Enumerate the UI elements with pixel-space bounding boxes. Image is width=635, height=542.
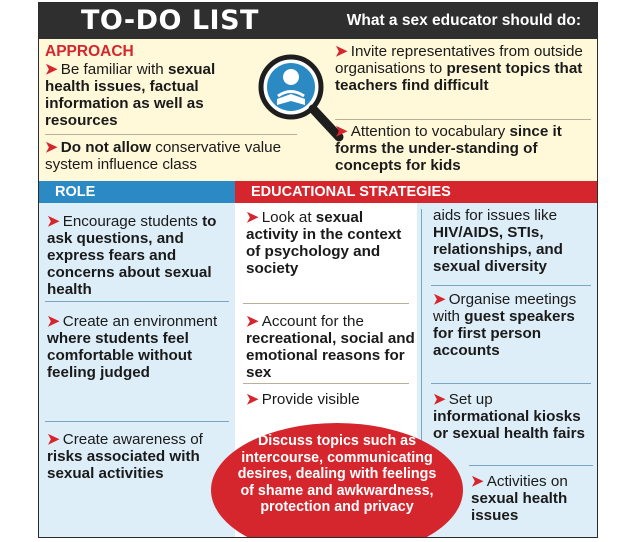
- strategy-item-bold: HIV/AIDS, STIs, relationships, and sexual diversity: [433, 224, 563, 275]
- divider: [243, 383, 409, 384]
- divider: [335, 119, 591, 120]
- approach-item-bold: Do not allow: [60, 139, 152, 156]
- role-item-normal: Create awareness of: [62, 431, 203, 448]
- arrow-icon: ➤: [246, 391, 259, 408]
- arrow-icon: ➤: [246, 209, 259, 226]
- magnifier-person-reading-icon: [247, 47, 347, 143]
- arrow-icon: ➤: [45, 139, 58, 156]
- approach-item: [45, 61, 260, 129]
- column-divider: [421, 209, 422, 459]
- approach-item: [335, 123, 597, 174]
- strategy-item: [433, 207, 593, 275]
- approach-section: [39, 39, 597, 181]
- strategy-item-normal: aids for issues like: [433, 207, 558, 224]
- strategy-item: [433, 291, 593, 359]
- approach-item-normal: conservative value system influence class: [45, 139, 282, 173]
- arrow-icon: ➤: [433, 291, 446, 308]
- arrow-icon: ➤: [47, 431, 60, 448]
- arrow-icon: ➤: [45, 61, 58, 78]
- approach-item-normal: Attention to vocabulary: [350, 123, 506, 140]
- approach-heading: APPROACH: [45, 43, 134, 60]
- strategy-item: [471, 473, 595, 524]
- approach-item: [45, 139, 305, 173]
- strategy-item-bold: recreational, social and emotional reasons for sex: [246, 330, 415, 381]
- strategy-item-normal: Look at: [261, 209, 312, 226]
- strategy-item: [246, 391, 416, 408]
- strategy-item: [246, 313, 416, 381]
- divider: [243, 303, 409, 304]
- todo-list-infographic: [38, 2, 598, 538]
- strategy-item-bold: guest speakers for first person accounts: [433, 308, 575, 359]
- role-strategies-body: [39, 203, 597, 538]
- divider: [431, 285, 591, 286]
- approach-item-bold: present topics that teachers find difficult: [335, 60, 583, 94]
- page-title: TO-DO LIST: [67, 3, 273, 39]
- strategy-item: [433, 391, 593, 442]
- strategy-item-normal: Activities on: [486, 473, 568, 490]
- title-bar: [39, 3, 597, 39]
- divider: [431, 383, 591, 384]
- arrow-icon: ➤: [335, 43, 348, 60]
- approach-item: [335, 43, 597, 94]
- strategy-item-normal: Organise meetings with: [433, 291, 577, 325]
- approach-item-normal: Be familiar with: [60, 61, 164, 78]
- approach-item-bold: since it forms the under-standing of concepts for kids: [335, 123, 562, 174]
- arrow-icon: ➤: [335, 123, 348, 140]
- discuss-topics-text: Discuss topics such as intercourse, communicating desires, dealing with feelings of shame and awkwardness, protection and privacy: [237, 433, 437, 515]
- divider: [469, 465, 593, 466]
- strategy-item-bold: informational kiosks or sexual health fairs: [433, 408, 585, 442]
- role-item-normal: Create an environment: [62, 313, 218, 330]
- approach-item-bold: sexual health issues, factual information as well as resources: [45, 61, 216, 129]
- role-item: [47, 313, 233, 381]
- strategy-item-normal: Account for the: [261, 313, 364, 330]
- role-item-bold: where students feel comfortable without feeling judged: [47, 330, 193, 381]
- strategies-heading: EDUCATIONAL STRATEGIES: [235, 181, 597, 203]
- arrow-icon: ➤: [47, 213, 60, 230]
- divider: [45, 421, 229, 422]
- strategy-item-normal: Set up: [448, 391, 493, 408]
- role-item-bold: to ask questions, and express fears and concerns about sexual health: [47, 213, 217, 298]
- approach-item-normal: Invite representatives from outside organisations to: [335, 43, 583, 77]
- strategy-item-bold: sexual activity in the context of psychology and society: [246, 209, 402, 277]
- strategy-item: [246, 209, 416, 277]
- strategy-item-bold: sexual health issues: [471, 490, 568, 524]
- role-item: [47, 431, 233, 482]
- role-item: [47, 213, 233, 298]
- arrow-icon: ➤: [47, 313, 60, 330]
- role-item-bold: risks associated with sexual activities: [47, 448, 200, 482]
- divider: [45, 301, 229, 302]
- arrow-icon: ➤: [471, 473, 484, 490]
- arrow-icon: ➤: [433, 391, 446, 408]
- role-item-normal: Encourage students: [62, 213, 198, 230]
- page-subtitle: What a sex educator should do:: [346, 12, 581, 29]
- arrow-icon: ➤: [246, 313, 259, 330]
- role-heading: ROLE: [39, 181, 235, 203]
- discuss-topics-bubble: [211, 423, 463, 538]
- strategy-item-normal: Provide visible: [261, 391, 360, 408]
